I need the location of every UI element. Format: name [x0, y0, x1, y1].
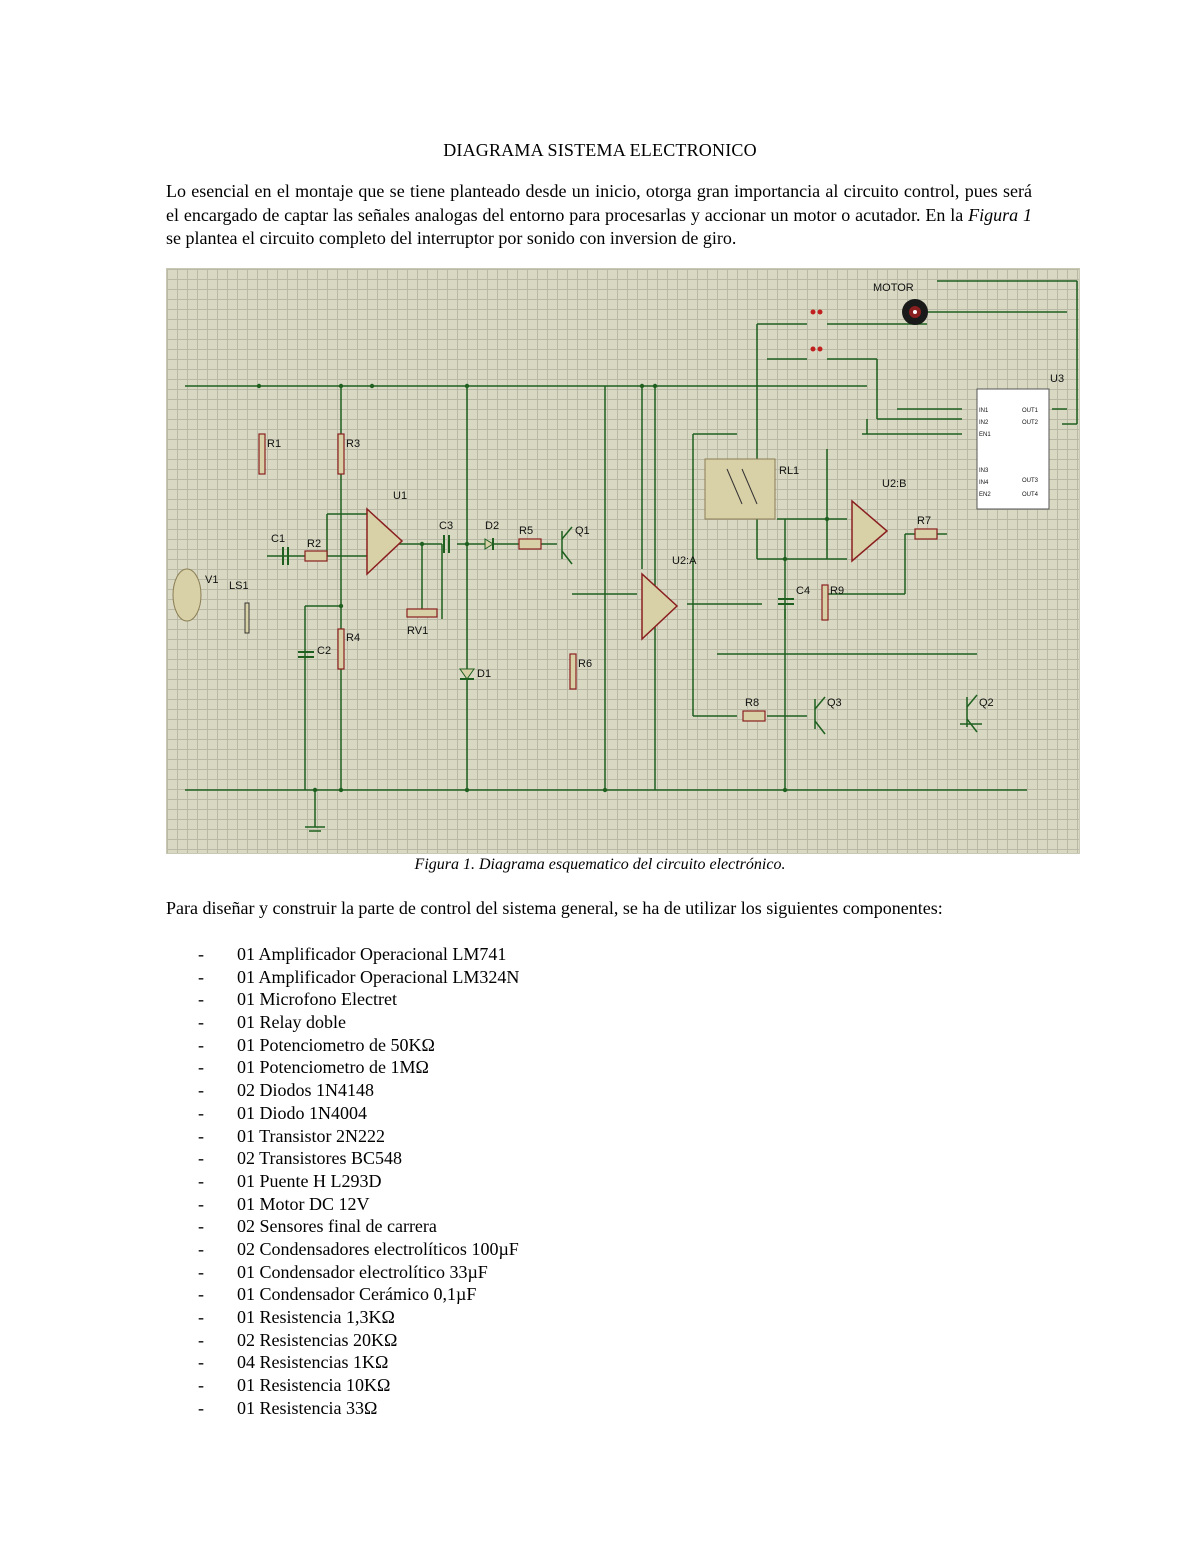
component-name: 01 Resistencia 33Ω	[237, 1397, 378, 1418]
component-name: 02 Condensadores electrolíticos 100µF	[237, 1238, 519, 1259]
component-name: 01 Potenciometro de 1MΩ	[237, 1057, 429, 1078]
svg-text:R6: R6	[578, 658, 593, 670]
component-list-item	[198, 1283, 519, 1306]
svg-text:IN2: IN2	[979, 420, 989, 426]
component-name: 02 Transistores BC548	[237, 1148, 403, 1169]
component-name: 02 Sensores final de carrera	[237, 1216, 437, 1237]
list-bullet: -	[198, 1170, 204, 1191]
component-name: 01 Diodo 1N4004	[237, 1102, 367, 1123]
document-title: DIAGRAMA SISTEMA ELECTRONICO	[443, 140, 757, 160]
list-bullet: -	[198, 1329, 204, 1350]
svg-text:R3: R3	[346, 438, 361, 450]
component-name: 01 Microfono Electret	[237, 989, 397, 1010]
resistors	[259, 434, 937, 721]
component-name: 01 Relay doble	[237, 1012, 346, 1033]
list-bullet: -	[198, 1193, 204, 1214]
component-list-item	[198, 1125, 519, 1148]
list-bullet: -	[198, 1397, 204, 1418]
u2b-label: U2:B	[882, 478, 907, 490]
component-list-item	[198, 1102, 519, 1125]
svg-text:C2: C2	[317, 645, 332, 657]
schematic-figure	[166, 268, 1080, 854]
svg-text:V1: V1	[205, 574, 219, 586]
component-name: 01 Condensador Cerámico 0,1µF	[237, 1284, 477, 1305]
component-list-item	[198, 1079, 519, 1102]
component-list-item	[198, 966, 519, 989]
svg-text:Q2: Q2	[979, 697, 994, 709]
relay-rl1	[705, 459, 799, 519]
u1-opamp	[367, 490, 407, 574]
component-name: 01 Amplificador Operacional LM741	[237, 944, 507, 964]
intro-paragraph	[166, 180, 1032, 251]
component-list-item	[198, 1238, 519, 1261]
svg-text:C1: C1	[271, 533, 286, 545]
component-list-item	[198, 1351, 519, 1374]
list-bullet: -	[198, 1261, 204, 1282]
svg-text:R8: R8	[745, 697, 760, 709]
components-intro: Para diseñar y construir la parte de control del sistema general, se ha de utilizar los siguientes componentes:	[166, 898, 943, 918]
svg-text:IN1: IN1	[979, 408, 989, 414]
component-name: 01 Amplificador Operacional LM324N	[237, 966, 520, 987]
svg-text:C3: C3	[439, 520, 454, 532]
svg-text:D1: D1	[477, 668, 492, 680]
u1-label: U1	[393, 490, 408, 502]
component-list-item	[198, 1329, 519, 1352]
u2a-opamp	[642, 555, 697, 639]
svg-text:IN4: IN4	[979, 480, 989, 486]
svg-text:EN2: EN2	[979, 492, 991, 498]
component-list-item	[198, 1374, 519, 1397]
list-bullet: -	[198, 1080, 204, 1101]
svg-text:EN1: EN1	[979, 432, 991, 438]
component-list-item	[198, 1034, 519, 1057]
list-bullet: -	[198, 1307, 204, 1327]
list-bullet: -	[198, 1238, 204, 1259]
svg-text:OUT4: OUT4	[1022, 492, 1039, 498]
component-list-item	[198, 1306, 519, 1329]
u2a-label: U2:A	[672, 555, 697, 567]
u3-driver-ic	[977, 373, 1064, 509]
list-bullet: -	[198, 1352, 204, 1373]
component-name: 01 Puente H L293D	[237, 1170, 382, 1191]
u3-label: U3	[1050, 373, 1065, 385]
list-bullet: -	[198, 1375, 204, 1396]
component-name: 01 Motor DC 12V	[237, 1193, 370, 1214]
component-name: 02 Diodos 1N4148	[237, 1080, 375, 1101]
list-bullet: -	[198, 1102, 204, 1123]
component-list-item	[198, 1397, 519, 1420]
motor-symbol	[873, 282, 928, 325]
svg-text:R2: R2	[307, 538, 322, 550]
u2b-opamp	[852, 478, 906, 561]
component-list-item	[198, 943, 519, 966]
list-bullet: -	[198, 1057, 204, 1078]
list-bullet: -	[198, 1125, 204, 1146]
svg-text:R7: R7	[917, 515, 932, 527]
component-list-item	[198, 988, 519, 1011]
motor-label: MOTOR	[873, 282, 914, 294]
component-list-item	[198, 1011, 519, 1034]
component-name: 04 Resistencias 1KΩ	[237, 1352, 389, 1373]
list-bullet: -	[198, 1034, 204, 1055]
component-list-item	[198, 1261, 519, 1284]
component-name: 01 Resistencia 1,3KΩ	[237, 1307, 395, 1327]
component-list-item	[198, 1056, 519, 1079]
svg-text:R4: R4	[346, 632, 361, 644]
list-bullet: -	[198, 989, 204, 1010]
list-bullet: -	[198, 1216, 204, 1237]
component-name: 01 Condensador electrolítico 33µF	[237, 1261, 488, 1282]
list-bullet: -	[198, 1284, 204, 1305]
svg-text:R9: R9	[830, 585, 845, 597]
figure-reference: Figura 1	[968, 204, 1032, 225]
svg-text:C4: C4	[796, 585, 811, 597]
component-name: 01 Potenciometro de 50KΩ	[237, 1034, 435, 1055]
component-list-item	[198, 1215, 519, 1238]
component-list-item	[198, 1193, 519, 1216]
figure-caption: Figura 1. Diagrama esquematico del circuito electrónico.	[414, 856, 786, 873]
list-bullet: -	[198, 966, 204, 987]
svg-text:R5: R5	[519, 525, 534, 537]
svg-text:Q3: Q3	[827, 697, 842, 709]
svg-text:D2: D2	[485, 520, 500, 532]
svg-text:R1: R1	[267, 438, 282, 450]
transistors	[562, 527, 977, 734]
component-name: 02 Resistencias 20KΩ	[237, 1329, 398, 1350]
schematic-drawing	[167, 269, 1081, 855]
svg-text:LS1: LS1	[229, 580, 249, 592]
list-bullet: -	[198, 1012, 204, 1033]
list-bullet: -	[198, 1148, 204, 1169]
component-name: 01 Resistencia 10KΩ	[237, 1375, 391, 1396]
svg-text:OUT3: OUT3	[1022, 478, 1039, 484]
svg-text:Q1: Q1	[575, 525, 590, 537]
svg-text:IN3: IN3	[979, 468, 989, 474]
list-bullet: -	[198, 944, 204, 964]
svg-text:RV1: RV1	[407, 625, 429, 637]
component-list-item	[198, 1147, 519, 1170]
component-list-item	[198, 1170, 519, 1193]
rl1-label: RL1	[779, 465, 800, 477]
components-list	[198, 943, 519, 1419]
component-name: 01 Transistor 2N222	[237, 1125, 386, 1146]
limit-switches	[811, 310, 823, 352]
intro-text-start: Lo esencial en el montaje que se tiene planteado desde un inicio, otorga gran importancia al circuito control, pues será el encargado de captar las señales analogas del entorno para procesarlas y accionar un motor o acutador. En la	[166, 181, 1032, 225]
source-and-speaker	[173, 569, 249, 633]
svg-text:OUT1: OUT1	[1022, 408, 1039, 414]
intro-text-end: se plantea el circuito completo del interruptor por sonido con inversion de giro.	[166, 228, 737, 248]
svg-text:OUT2: OUT2	[1022, 420, 1039, 426]
